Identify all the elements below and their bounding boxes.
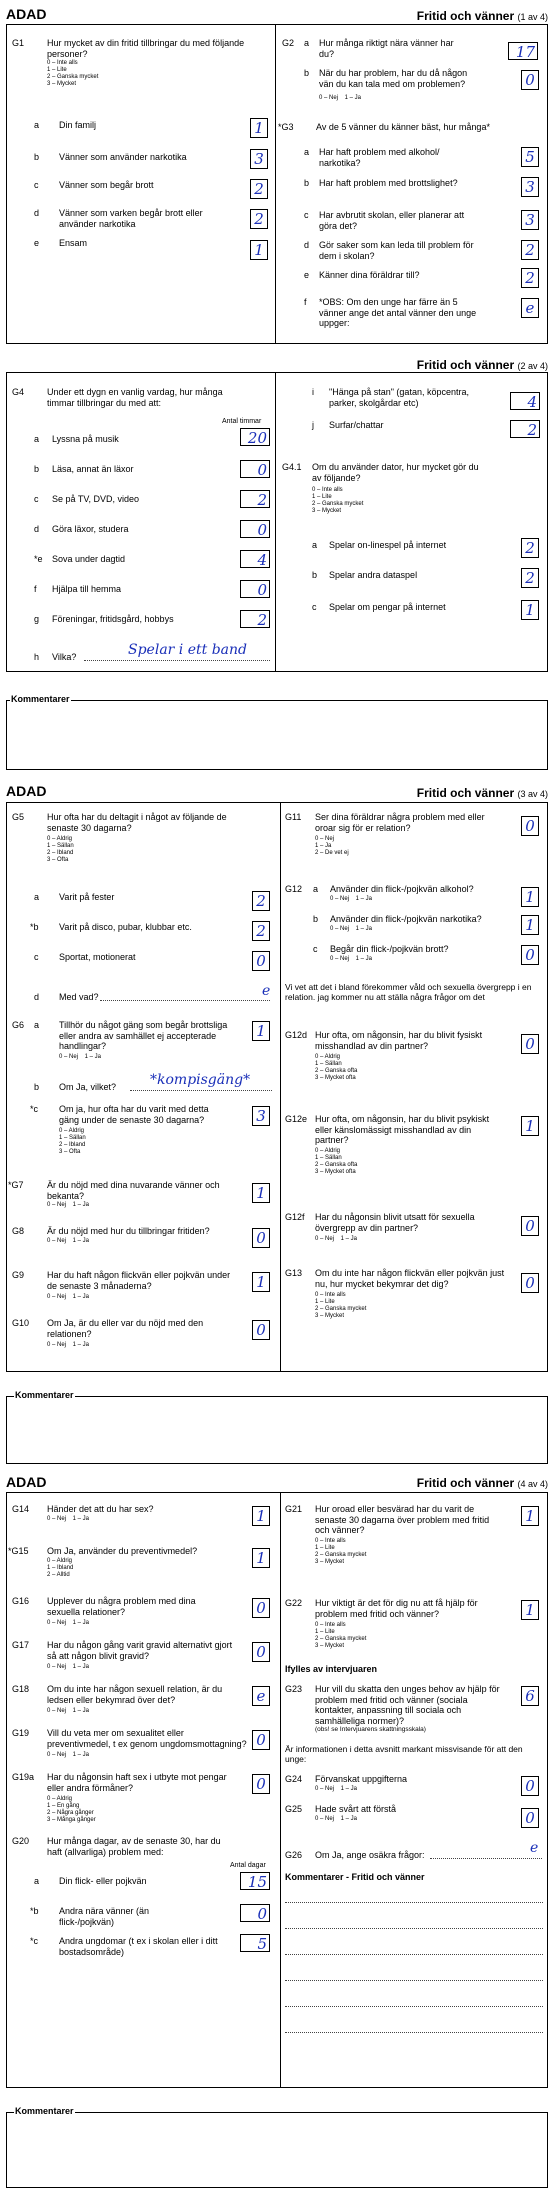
answer-g18[interactable]: e bbox=[252, 1686, 270, 1706]
answer-g13[interactable]: 0 bbox=[521, 1273, 539, 1293]
answer-g20c[interactable]: 5 bbox=[240, 1934, 270, 1952]
answer-g4i[interactable]: 4 bbox=[510, 392, 540, 410]
answer-g6c[interactable]: 3 bbox=[252, 1106, 270, 1126]
answer-g4b[interactable]: 0 bbox=[240, 460, 270, 478]
answer-g3a[interactable]: 5 bbox=[521, 147, 539, 167]
page-title-4: Fritid och vänner (4 av 4) bbox=[416, 1476, 548, 1490]
comment-box-4[interactable] bbox=[6, 2112, 548, 2188]
answer-g17[interactable]: 0 bbox=[252, 1642, 270, 1662]
form-code: ADAD bbox=[6, 6, 47, 22]
answer-g4d[interactable]: 0 bbox=[240, 520, 270, 538]
answer-g24[interactable]: 0 bbox=[521, 1776, 539, 1796]
answer-g4g[interactable]: 2 bbox=[240, 610, 270, 628]
answer-g25[interactable]: 0 bbox=[521, 1808, 539, 1828]
answer-g12f[interactable]: 0 bbox=[521, 1216, 539, 1236]
answer-g9[interactable]: 1 bbox=[252, 1272, 270, 1292]
answer-g19[interactable]: 0 bbox=[252, 1730, 270, 1750]
answer-g5c[interactable]: 0 bbox=[252, 951, 270, 971]
answer-g20a[interactable]: 15 bbox=[240, 1872, 270, 1890]
answer-g4c[interactable]: 2 bbox=[240, 490, 270, 508]
answer-g1b[interactable]: 3 bbox=[250, 149, 268, 169]
answer-g3b[interactable]: 3 bbox=[521, 177, 539, 197]
answer-g3c[interactable]: 3 bbox=[521, 210, 539, 230]
answer-g7[interactable]: 1 bbox=[252, 1183, 270, 1203]
answer-g4a[interactable]: 20 bbox=[240, 428, 270, 446]
answer-g22[interactable]: 1 bbox=[521, 1600, 539, 1620]
page2-frame bbox=[6, 372, 548, 672]
answer-g16[interactable]: 0 bbox=[252, 1598, 270, 1618]
fritid-comment-title: Kommentarer - Fritid och vänner bbox=[285, 1872, 425, 1882]
answer-g11[interactable]: 0 bbox=[521, 816, 539, 836]
answer-g12a[interactable]: 1 bbox=[521, 887, 539, 907]
answer-g6a[interactable]: 1 bbox=[252, 1021, 270, 1041]
comment-box-1[interactable] bbox=[6, 700, 548, 770]
answer-g2a[interactable]: 17 bbox=[508, 42, 538, 60]
comment-box-3[interactable] bbox=[6, 1396, 548, 1464]
answer-g41c[interactable]: 1 bbox=[521, 600, 539, 620]
answer-g5b[interactable]: 2 bbox=[252, 921, 270, 941]
answer-g41a[interactable]: 2 bbox=[521, 538, 539, 558]
answer-g12e[interactable]: 1 bbox=[521, 1116, 539, 1136]
answer-g3f[interactable]: e bbox=[521, 298, 539, 318]
answer-g1e[interactable]: 1 bbox=[250, 240, 268, 260]
answer-g12c[interactable]: 0 bbox=[521, 945, 539, 965]
interviewer-section-title: Ifylles av intervjuaren bbox=[285, 1664, 378, 1674]
answer-g14[interactable]: 1 bbox=[252, 1506, 270, 1526]
answer-g1c[interactable]: 2 bbox=[250, 179, 268, 199]
answer-g5a[interactable]: 2 bbox=[252, 891, 270, 911]
page-title-3: Fritid och vänner (3 av 4) bbox=[416, 786, 548, 800]
answer-g15[interactable]: 1 bbox=[252, 1548, 270, 1568]
answer-g6b[interactable]: *kompisgäng* bbox=[150, 1072, 251, 1088]
answer-g4f[interactable]: 0 bbox=[240, 580, 270, 598]
answer-g21[interactable]: 1 bbox=[521, 1506, 539, 1526]
answer-g3d[interactable]: 2 bbox=[521, 240, 539, 260]
answer-g10[interactable]: 0 bbox=[252, 1320, 270, 1340]
answer-g41b[interactable]: 2 bbox=[521, 568, 539, 588]
answer-g20b[interactable]: 0 bbox=[240, 1904, 270, 1922]
answer-g5d[interactable]: e bbox=[262, 983, 271, 999]
page-title: Fritid och vänner (1 av 4) bbox=[416, 9, 548, 23]
page-title-2: Fritid och vänner (2 av 4) bbox=[416, 358, 548, 372]
answer-g26[interactable]: e bbox=[530, 1840, 539, 1856]
answer-g1a[interactable]: 1 bbox=[250, 118, 268, 138]
answer-g2b[interactable]: 0 bbox=[521, 70, 539, 90]
answer-g4h[interactable]: Spelar i ett band bbox=[128, 642, 248, 658]
answer-g4j[interactable]: 2 bbox=[510, 420, 540, 438]
answer-g1d[interactable]: 2 bbox=[250, 209, 268, 229]
answer-g12b[interactable]: 1 bbox=[521, 915, 539, 935]
answer-g3e[interactable]: 2 bbox=[521, 268, 539, 288]
scale-g1: 0 – Inte alls 1 – Lite 2 – Ganska mycket 3 – Mycket bbox=[47, 60, 99, 87]
answer-g19a[interactable]: 0 bbox=[252, 1774, 270, 1794]
answer-g4e[interactable]: 4 bbox=[240, 550, 270, 568]
answer-g12d[interactable]: 0 bbox=[521, 1034, 539, 1054]
answer-g8[interactable]: 0 bbox=[252, 1228, 270, 1248]
violence-intro: Vi vet att det i bland förekommer våld och sexuella övergrepp i en relation. jag kommer nu att ställa några frågor om det bbox=[285, 982, 532, 1002]
answer-g23[interactable]: 6 bbox=[521, 1686, 539, 1706]
